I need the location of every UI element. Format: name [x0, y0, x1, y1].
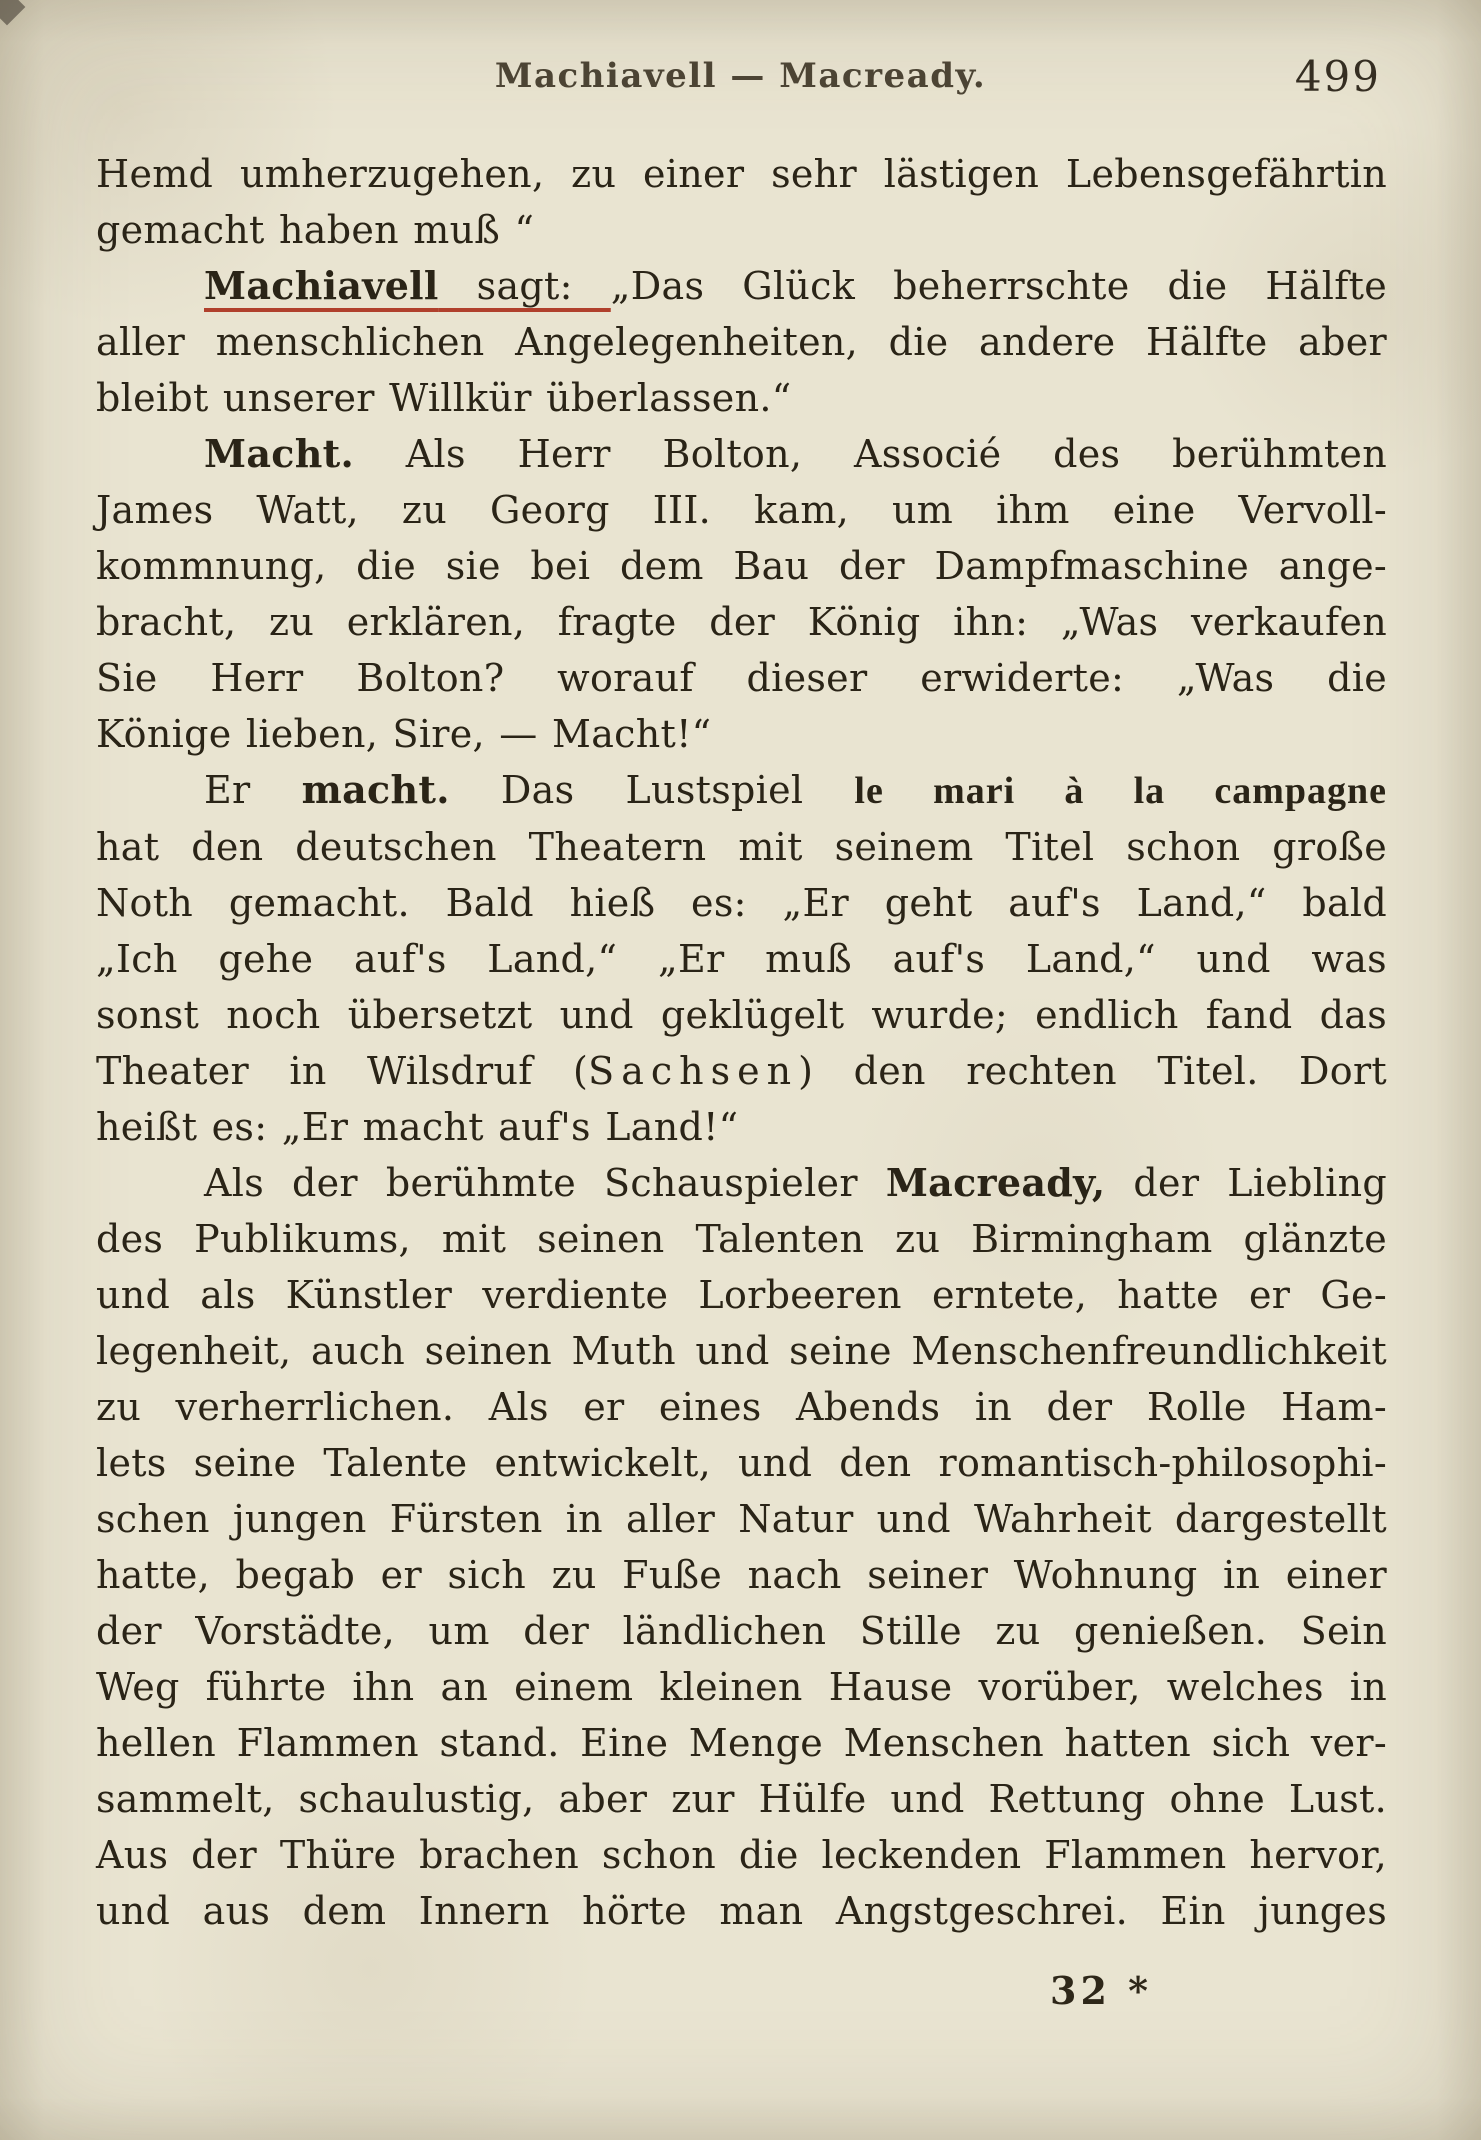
text-segment: und als Künstler verdiente Lorbeeren erntete, hatte er Ge- [96, 1273, 1387, 1317]
text-line [96, 202, 1387, 258]
text-line [96, 762, 1387, 819]
text-block [96, 146, 1387, 1939]
text-line [96, 482, 1387, 538]
text-line [96, 1771, 1387, 1827]
text-segment: der Vorstädte, um der ländlichen Stille zu genießen. Sein [96, 1609, 1387, 1653]
paragraph [96, 146, 1387, 258]
text-line [96, 1267, 1387, 1323]
text-segment: hellen Flammen stand. Eine Menge Menschen hatten sich ver- [96, 1721, 1387, 1765]
text-segment: ) den rechten Titel. Dort [798, 1049, 1387, 1093]
text-line [96, 706, 1387, 762]
text-segment: bracht, zu erklären, fragte der König ihn: „Was verkaufen [96, 600, 1387, 644]
text-segment: Könige lieben, Sire, — Macht!“ [96, 712, 712, 756]
text-line [96, 1547, 1387, 1603]
text-segment: hatte, begab er sich zu Fuße nach seiner Wohnung in einer [96, 1553, 1387, 1597]
signature-mark: 32 * [1050, 1968, 1152, 2013]
page-header [96, 52, 1385, 116]
text-line [96, 987, 1387, 1043]
text-segment: „Das Glück beherrschte die Hälfte [610, 264, 1387, 308]
running-title: Machiavell — Macready. [494, 56, 987, 96]
text-segment: bleibt unserer Willkür überlassen.“ [96, 376, 792, 420]
text-segment: sammelt, schaulustig, aber zur Hülfe und Rettung ohne Lust. [96, 1777, 1387, 1821]
text-line [96, 1827, 1387, 1883]
text-line [96, 1323, 1387, 1379]
text-segment: Noth gemacht. Bald hieß es: „Er geht auf's Land,“ bald [96, 881, 1387, 925]
text-line [96, 1099, 1387, 1155]
text-line [96, 594, 1387, 650]
text-line [96, 931, 1387, 987]
red-marked-text: Machiavell [204, 263, 439, 308]
page-number: 499 [1294, 52, 1381, 101]
text-line [96, 1603, 1387, 1659]
text-segment: Sachsen [588, 1049, 799, 1093]
text-segment: und aus dem Innern hörte man Angstgeschrei. Ein junges [96, 1889, 1387, 1933]
text-segment: legenheit, auch seinen Muth und seine Menschenfreundlichkeit [96, 1329, 1387, 1373]
text-segment: Weg führte ihn an einem kleinen Hause vorüber, welches in [96, 1665, 1387, 1709]
text-line [96, 1715, 1387, 1771]
lead-word: Macht. [204, 431, 355, 476]
red-marked-text: sagt: [438, 264, 611, 308]
text-segment: heißt es: „Er macht auf's Land!“ [96, 1105, 739, 1149]
text-segment: des Publikums, mit seinen Talenten zu Birmingham glänzte [96, 1217, 1387, 1261]
lead-word: Macready, [885, 1160, 1106, 1205]
text-segment: schen jungen Fürsten in aller Natur und Wahrheit dargestellt [96, 1497, 1387, 1541]
text-line [96, 650, 1387, 706]
text-line [96, 1659, 1387, 1715]
text-line [96, 1211, 1387, 1267]
text-line [96, 1155, 1387, 1211]
text-line [96, 370, 1387, 426]
text-segment: Aus der Thüre brachen schon die leckenden Flammen hervor, [96, 1833, 1387, 1877]
text-segment: Er [204, 768, 302, 812]
text-segment: aller menschlichen Angelegenheiten, die andere Hälfte aber [96, 320, 1387, 364]
lead-word: macht. [301, 767, 450, 812]
text-line [96, 146, 1387, 202]
text-segment: Theater in Wilsdruf ( [96, 1049, 589, 1093]
paragraph [96, 762, 1387, 1155]
scan-corner-artifact [0, 0, 25, 25]
text-segment: le mari à la campagne [854, 770, 1388, 812]
text-line [96, 426, 1387, 482]
text-line [96, 1435, 1387, 1491]
text-line [96, 819, 1387, 875]
text-segment: Als der berühmte Schauspieler [204, 1161, 886, 1205]
text-segment: sonst noch übersetzt und geklügelt wurde; endlich fand das [96, 993, 1387, 1037]
text-line [96, 875, 1387, 931]
text-segment: hat den deutschen Theatern mit seinem Titel schon große [96, 825, 1387, 869]
text-line [96, 538, 1387, 594]
paragraph [96, 258, 1387, 426]
paragraph [96, 1155, 1387, 1939]
text-segment: zu verherrlichen. Als er eines Abends in der Rolle Ham- [96, 1385, 1387, 1429]
text-segment: Das Lustspiel [449, 768, 855, 812]
text-segment: James Watt, zu Georg III. kam, um ihm eine Vervoll- [96, 488, 1387, 532]
text-line [96, 314, 1387, 370]
text-line [96, 1491, 1387, 1547]
text-line [96, 1379, 1387, 1435]
text-segment: Sie Herr Bolton? worauf dieser erwiderte: „Was die [96, 656, 1387, 700]
text-segment: Als Herr Bolton, Associé des berühmten [354, 432, 1387, 476]
text-segment: gemacht haben muß “ [96, 208, 535, 252]
text-segment: der Liebling [1105, 1161, 1387, 1205]
text-segment: lets seine Talente entwickelt, und den romantisch-philosophi- [96, 1441, 1387, 1485]
text-segment: Hemd umherzugehen, zu einer sehr lästigen Lebensgefährtin [96, 152, 1387, 196]
text-segment: kommnung, die sie bei dem Bau der Dampfmaschine ange- [96, 544, 1387, 588]
text-line [96, 1883, 1387, 1939]
text-line [96, 258, 1387, 314]
text-segment: „Ich gehe auf's Land,“ „Er muß auf's Land,“ und was [96, 937, 1387, 981]
text-line [96, 1043, 1387, 1099]
paragraph [96, 426, 1387, 762]
